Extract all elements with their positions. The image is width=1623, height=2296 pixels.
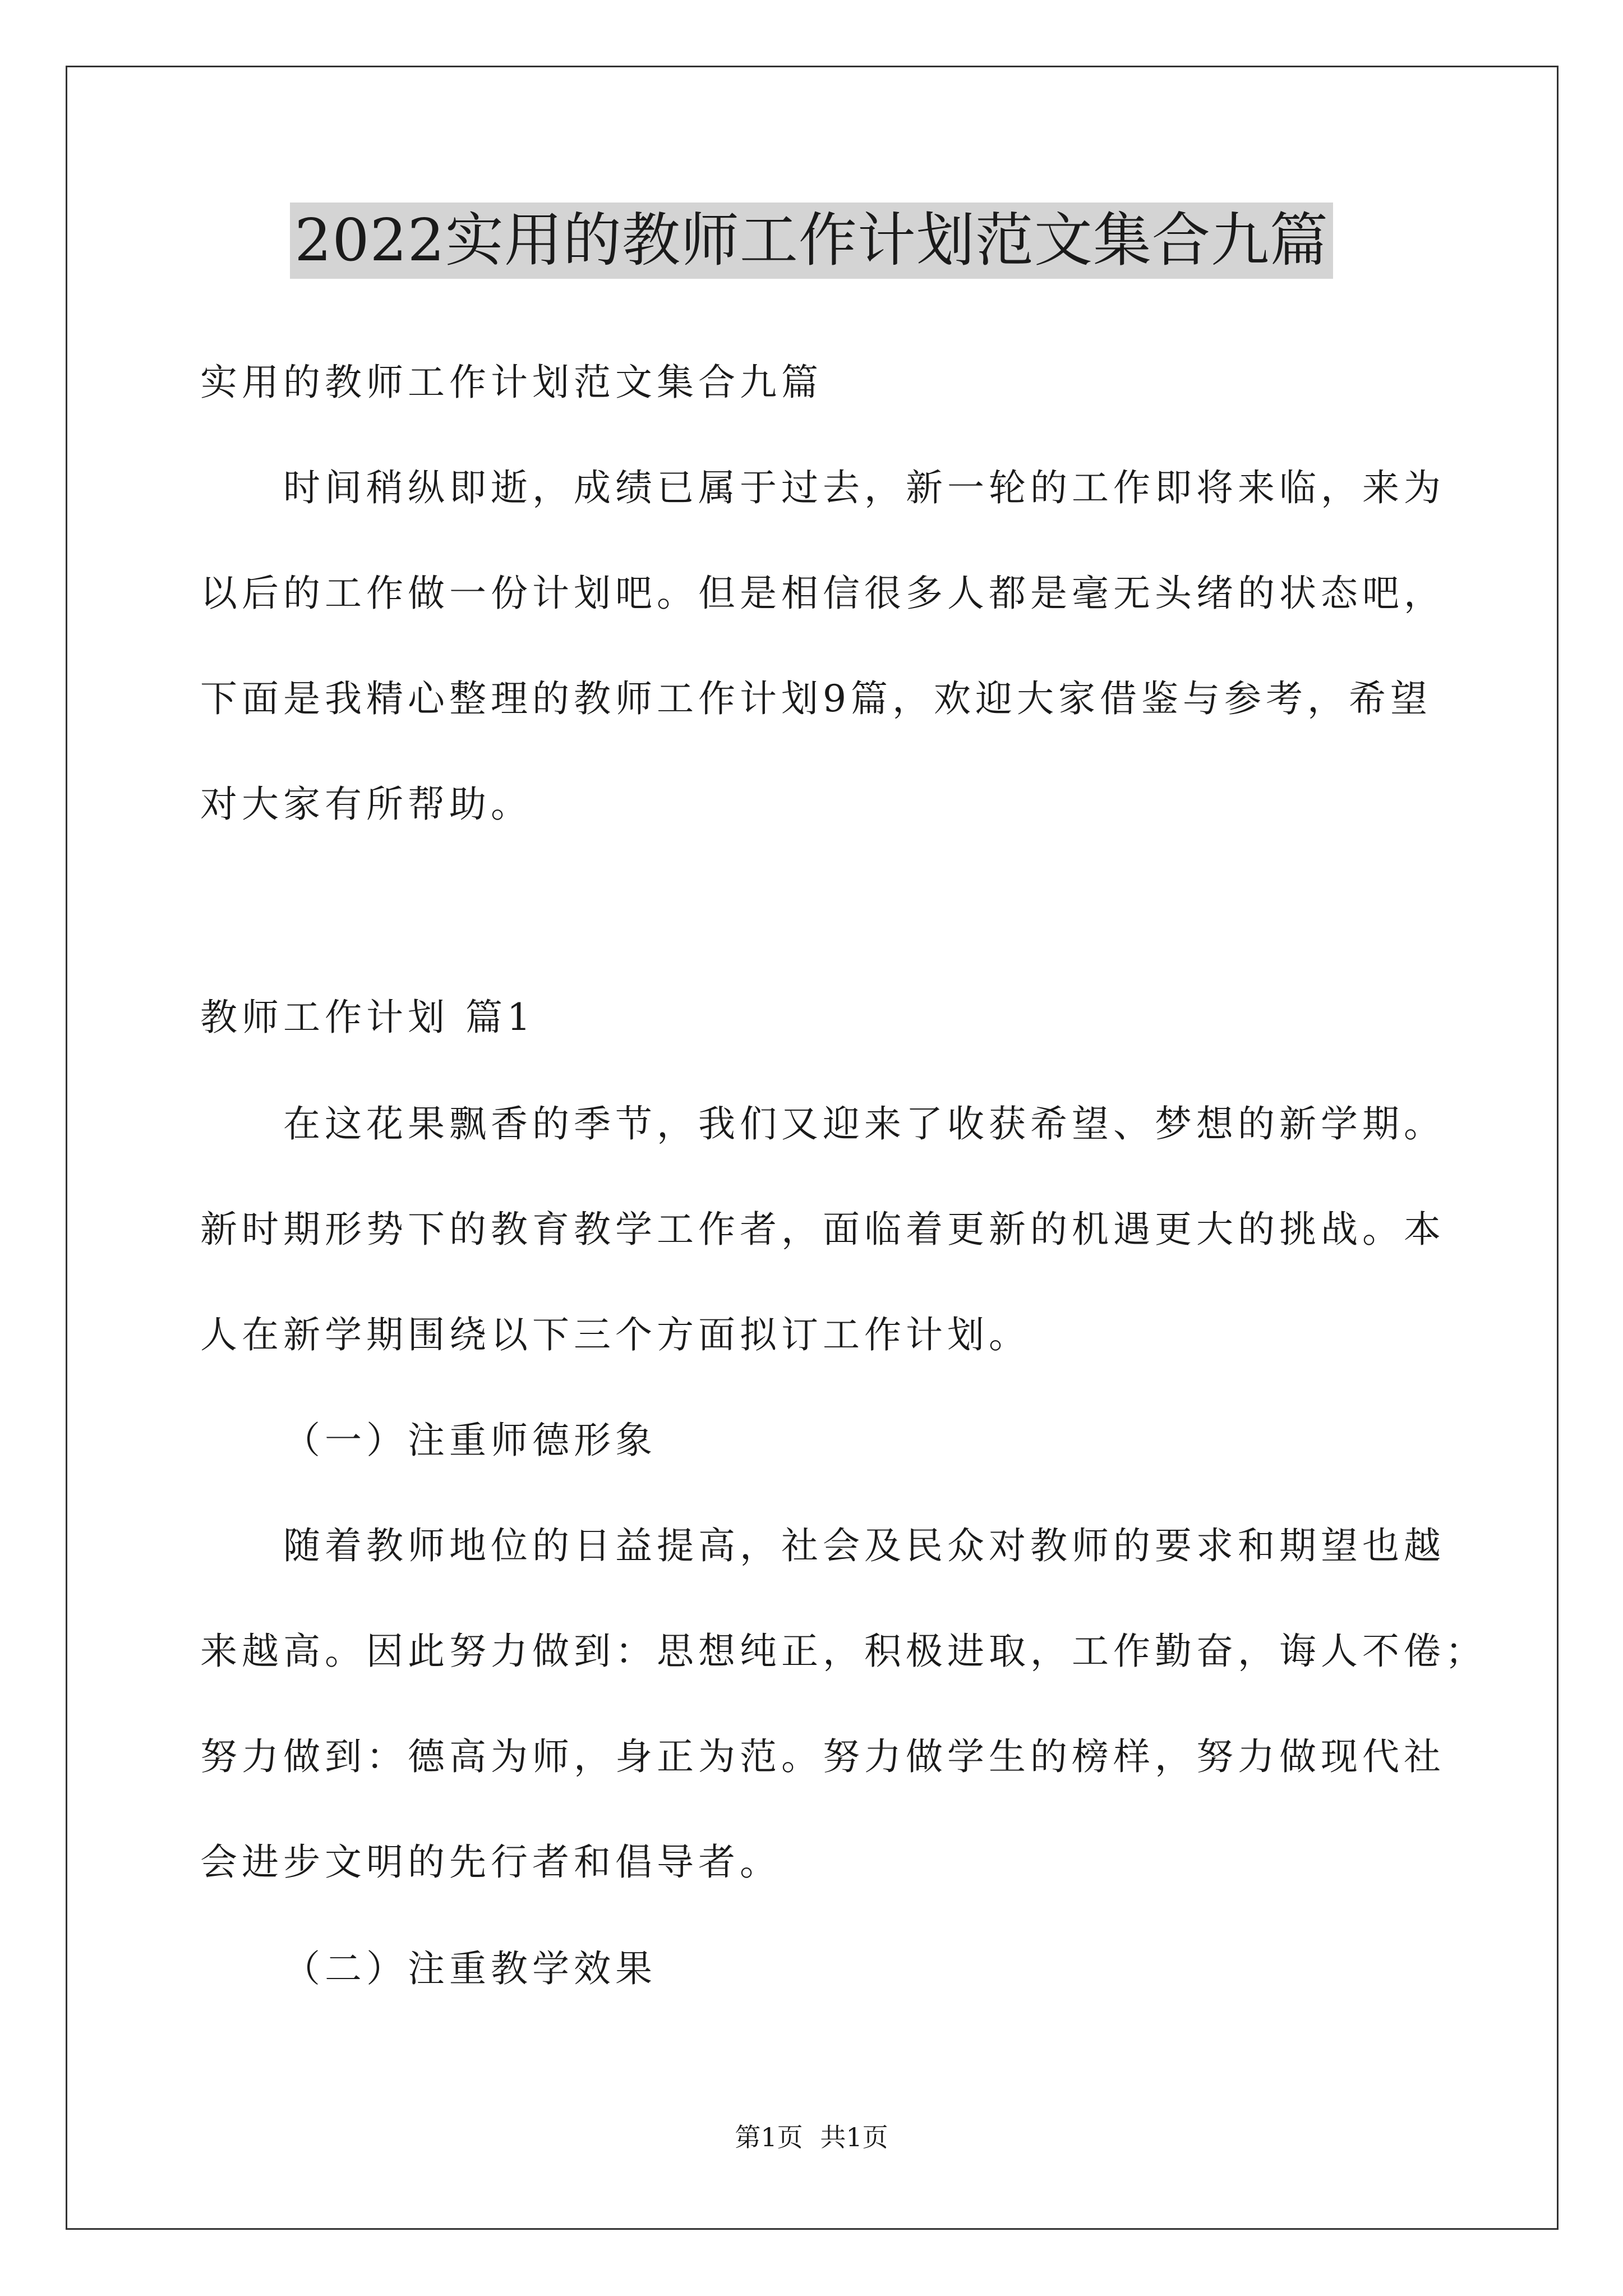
- document-title: [0, 201, 1623, 279]
- paragraph-line: 人在新学期围绕以下三个方面拟订工作计划。: [200, 1313, 1030, 1356]
- section-heading: 教师工作计划 篇1: [200, 996, 535, 1039]
- paragraph-line: 努力做到：德高为师，身正为范。努力做学生的榜样，努力做现代社: [200, 1735, 1445, 1778]
- intro-line: 以后的工作做一份计划吧。但是相信很多人都是毫无头绪的状态吧，: [200, 572, 1445, 615]
- subheading: （二）注重教学效果: [283, 1947, 657, 1990]
- subheading: （一）注重师德形象: [283, 1419, 657, 1462]
- paragraph-line: 随着教师地位的日益提高，社会及民众对教师的要求和期望也越: [283, 1524, 1445, 1567]
- total-pages-label: 共1页: [820, 2122, 888, 2152]
- paragraph-line: 在这花果飘香的季节，我们又迎来了收获希望、梦想的新学期。: [283, 1102, 1445, 1145]
- paragraph-line: 来越高。因此努力做到：思想纯正，积极进取，工作勤奋，诲人不倦；: [200, 1630, 1487, 1673]
- document-title-text: 2022实用的教师工作计划范文集合九篇: [290, 203, 1333, 279]
- intro-line: 下面是我精心整理的教师工作计划9篇，欢迎大家借鉴与参考，希望: [200, 677, 1432, 720]
- paragraph-line: 新时期形势下的教育教学工作者，面临着更新的机遇更大的挑战。本: [200, 1208, 1445, 1251]
- page-footer: [0, 2120, 1623, 2154]
- current-page-label: 第1页: [735, 2122, 803, 2152]
- paragraph-line: 会进步文明的先行者和倡导者。: [200, 1841, 781, 1884]
- intro-line: 对大家有所帮助。: [200, 783, 532, 826]
- document-subtitle: 实用的教师工作计划范文集合九篇: [200, 361, 823, 404]
- intro-line: 时间稍纵即逝，成绩已属于过去，新一轮的工作即将来临，来为: [283, 466, 1445, 509]
